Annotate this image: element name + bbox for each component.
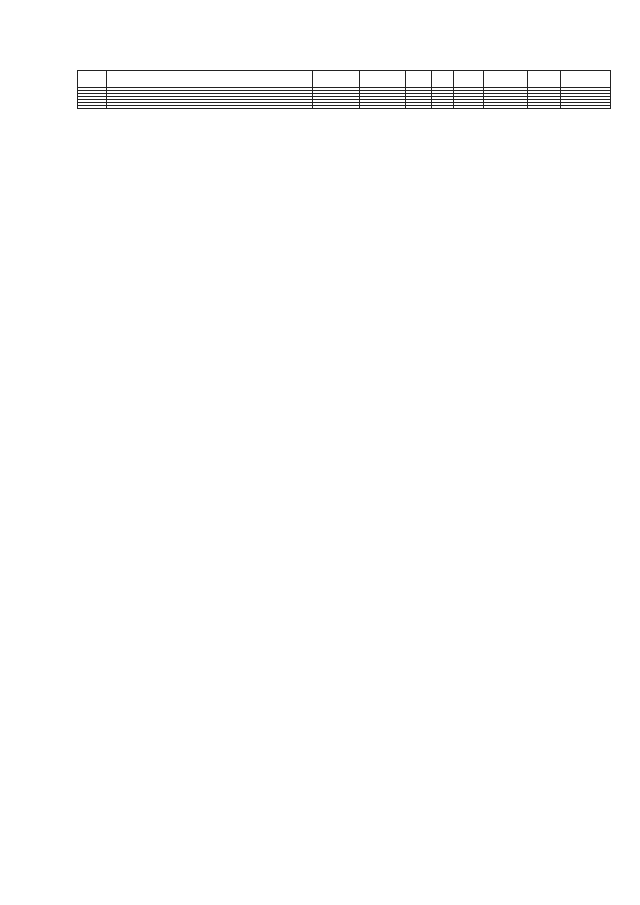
budget-table: [77, 70, 611, 109]
header-row: [78, 71, 611, 88]
column-header: [432, 71, 454, 88]
column-header: [528, 71, 561, 88]
amount: [561, 106, 611, 109]
table-row: [78, 106, 611, 109]
direction-code: [484, 106, 528, 109]
column-header: [78, 71, 107, 88]
row-description: [107, 106, 313, 109]
row-number: [78, 106, 107, 109]
column-header: [561, 71, 611, 88]
subprogram-code: [432, 106, 454, 109]
column-header: [406, 71, 432, 88]
column-header: [360, 71, 406, 88]
column-header: [313, 71, 360, 88]
column-header: [454, 71, 484, 88]
column-header: [107, 71, 313, 88]
expense-type-code: [528, 106, 561, 109]
subsection-code: [360, 106, 406, 109]
section-code: [313, 106, 360, 109]
measure-code: [454, 106, 484, 109]
column-header: [484, 71, 528, 88]
program-code: [406, 106, 432, 109]
